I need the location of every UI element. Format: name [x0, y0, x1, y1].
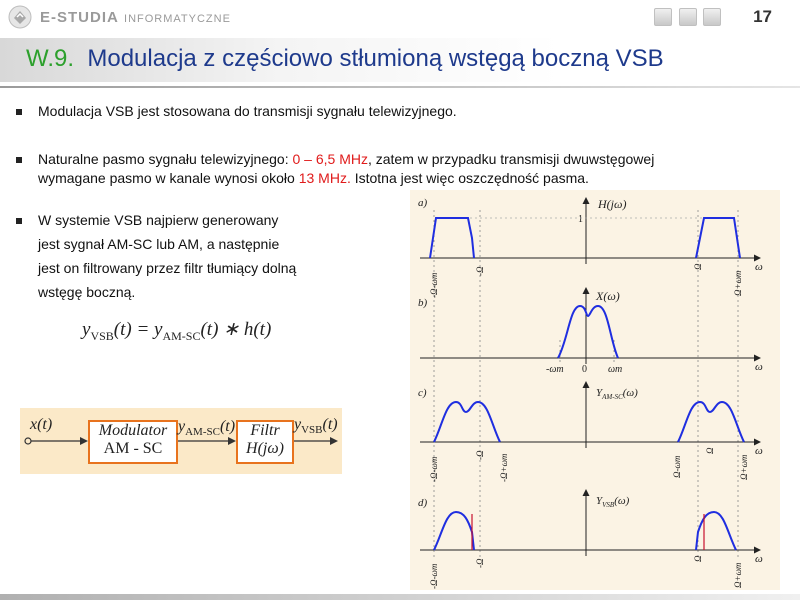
X-curve	[558, 306, 618, 358]
bd-input-label: x(t)	[30, 416, 53, 433]
Yvsb-sub: VSB	[602, 501, 615, 509]
Yam-left-curve	[434, 402, 500, 442]
spectrum-figure	[410, 190, 780, 590]
title-prefix: W.9.	[26, 45, 75, 72]
formula-mid: (t) = y	[113, 319, 163, 340]
formula-sub-amsc: AM-SC	[162, 328, 201, 343]
brand-name	[40, 9, 231, 26]
bd-out-t: (t)	[322, 416, 338, 433]
panel-c-label: c)	[418, 387, 427, 399]
label-X: X(ω)	[596, 289, 620, 303]
Yam-right-curve	[678, 402, 744, 442]
tick-a-nOm: -Ω-ωm	[429, 272, 439, 298]
page-number: 17	[753, 7, 772, 26]
H-left-curve	[430, 218, 474, 258]
Yvsb-end: (ω)	[614, 495, 630, 507]
Yvsb-left-curve	[434, 512, 474, 550]
label-Yvsb	[596, 495, 630, 509]
tick-b-nwm: -ωm	[546, 364, 564, 375]
omega-c: ω	[755, 445, 763, 457]
title-text: Modulacja z częściowo stłumioną wstęgą boczną VSB	[87, 45, 664, 72]
tick-d-Opw: Ω+ωm	[733, 562, 743, 588]
tick-b-wm: ωm	[608, 364, 623, 375]
formula-y1: y	[82, 319, 91, 340]
tick-b-zero: 0	[582, 364, 587, 375]
tick-a-nO: -Ω	[475, 266, 485, 276]
nav-square-3[interactable]	[703, 8, 721, 26]
bd-mid-label	[178, 418, 235, 438]
b2-text-c: wymagane pasmo w kanale wynosi około	[38, 170, 299, 186]
Yam-y: Y	[596, 387, 603, 399]
formula-sub-vsb: VSB	[90, 328, 114, 343]
bullet-2-line-1	[38, 150, 654, 169]
tick-c-O: Ω	[705, 447, 715, 454]
top-bar	[0, 0, 800, 36]
vsb-formula	[82, 318, 271, 344]
Yvsb-y: Y	[596, 495, 603, 507]
tick-d-nO: -Ω	[475, 558, 485, 568]
bd-mid-sub: AM-SC	[185, 426, 220, 439]
bullet-3-line-1: W systemie VSB najpierw generowany	[38, 212, 279, 228]
modulator-line-1: Modulator	[98, 422, 168, 439]
formula-end: (t) ∗ h(t)	[200, 319, 272, 340]
tick-d-nOm: -Ω-ωm	[429, 563, 439, 589]
brand-main: E-STUDIA	[40, 9, 119, 26]
b2-highlight-13mhz: 13 MHz.	[298, 170, 351, 186]
panel-b-label: b)	[418, 297, 428, 309]
bullet-3-line-3: jest on filtrowany przez filtr tłumiący dolną	[38, 260, 297, 276]
bd-out-y: y	[294, 416, 302, 433]
bd-output-label	[294, 416, 338, 436]
Yvsb-right-curve	[696, 512, 736, 550]
tick-c-Opw: Ω+ωm	[739, 454, 749, 480]
Yam-end: (ω)	[622, 387, 638, 399]
slide-title	[26, 45, 664, 73]
bd-out-sub: VSB	[301, 424, 323, 437]
tick-d-O: Ω	[693, 555, 703, 562]
panel-a-label: a)	[418, 197, 428, 209]
bullet-3-line-2: jest sygnał AM-SC lub AM, a następnie	[38, 236, 280, 252]
modulator-box	[88, 420, 178, 464]
tick-c-nOp: -Ω+ωm	[499, 453, 509, 482]
tick-a-Opw: Ω+ωm	[733, 270, 743, 296]
filter-box	[236, 420, 294, 464]
filter-line-2: H(jω)	[246, 440, 284, 457]
bullet-marker-3	[16, 218, 22, 224]
label-H: H(jω)	[598, 197, 627, 211]
bottom-divider	[0, 594, 800, 600]
H-right-curve	[696, 218, 740, 258]
panel-d-label: d)	[418, 497, 428, 509]
bullet-marker-1	[16, 109, 22, 115]
omega-a: ω	[755, 261, 763, 273]
nav-square-1[interactable]	[654, 8, 672, 26]
bd-mid-y: y	[178, 418, 186, 435]
tick-c-nO: -Ω	[475, 450, 485, 460]
bd-mid-t: (t)	[219, 418, 236, 435]
spectrum-svg	[410, 190, 780, 590]
tick-c-Om: Ω-ωm	[672, 455, 682, 478]
label-one: 1	[578, 214, 583, 225]
title-divider	[0, 86, 800, 88]
b2-text-a: Naturalne pasmo sygnału telewizyjnego:	[38, 151, 293, 167]
omega-d: ω	[755, 553, 763, 565]
brand-sub: INFORMATYCZNE	[124, 13, 231, 25]
bullet-1-text: Modulacja VSB jest stosowana do transmisji sygnału telewizyjnego.	[38, 103, 457, 119]
b2-text-d: Istotna jest więc oszczędność pasma.	[350, 170, 589, 186]
block-diagram	[20, 408, 342, 474]
Yam-sub: AM-SC	[602, 393, 623, 401]
filter-line-1: Filtr	[250, 422, 280, 439]
label-Yam	[596, 387, 638, 401]
tick-c-nOm: -Ω-ωm	[429, 456, 439, 482]
e-studia-logo-icon	[8, 5, 32, 29]
bullet-marker-2	[16, 157, 22, 163]
bullet-2-line-2	[38, 169, 589, 188]
b2-text-b: , zatem w przypadku transmisji dwuwstęgowej	[367, 151, 655, 167]
modulator-line-2: AM - SC	[103, 440, 163, 457]
bullet-3-line-4: wstęgę boczną.	[38, 284, 136, 300]
b2-highlight-band: 0 – 6,5 MHz	[292, 151, 368, 167]
tick-a-O: Ω	[693, 263, 703, 270]
nav-square-2[interactable]	[679, 8, 697, 26]
omega-b: ω	[755, 361, 763, 373]
